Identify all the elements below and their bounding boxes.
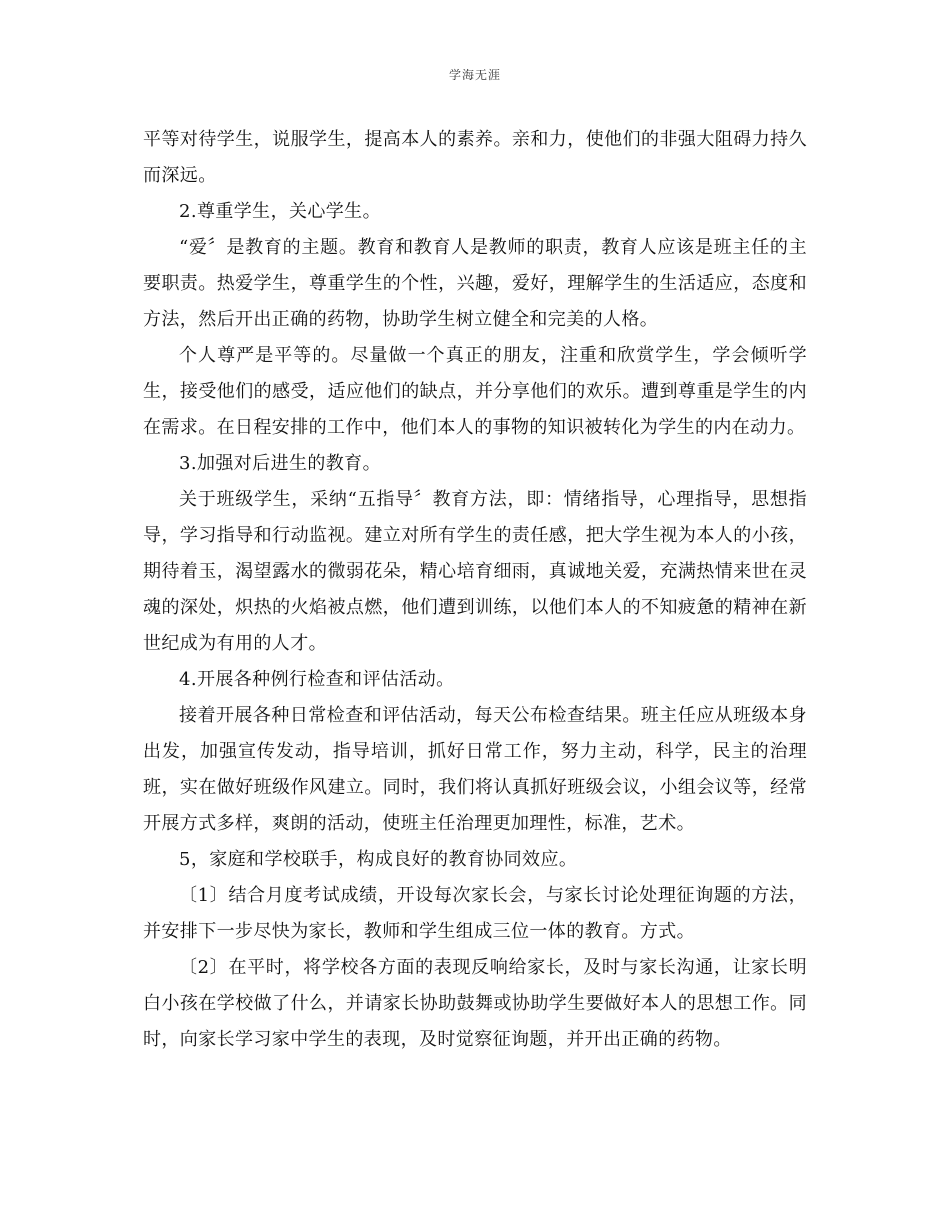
paragraph-6: 〔1〕结合月度考试成绩，开设每次家长会，与家长讨论处理征询题的方法，并安排下一步尽快为家长，教师和学生组成三位一体的教育。方式。: [143, 885, 807, 942]
paragraph-3: 个人尊严是平等的。尽量做一个真正的朋友，注重和欣赏学生，学会倾听学生，接受他们的感受，适应他们的缺点，并分享他们的欢乐。遭到尊重是学生的内在需求。在日程安排的工作中，他们本人的事物的知识被转化为学生的内在动力。: [143, 345, 807, 438]
section-heading-2: 2.尊重学生，关心学生。: [179, 201, 381, 222]
section-heading-4: 4.开展各种例行检查和评估活动。: [179, 669, 455, 690]
section-heading-5: 5，家庭和学校联手，构成良好的教育协同效应。: [179, 849, 578, 870]
page-header: 学海无涯: [448, 68, 501, 82]
document-body: [143, 122, 807, 1058]
paragraph-1: 平等对待学生，说服学生，提高本人的素养。亲和力，使他们的非强大阻碍力持久而深远。: [143, 129, 807, 186]
paragraph-5: 接着开展各种日常检查和评估活动，每天公布检查结果。班主任应从班级本身出发，加强宣传发动，指导培训，抓好日常工作，努力主动，科学，民主的治理班，实在做好班级作风建立。同时，我们将认真抓好班级会议，小组会议等，经常开展方式多样，爽朗的活动，使班主任治理更加理性，标准，艺术。: [143, 705, 807, 834]
paragraph-4: 关于班级学生，采纳“五指导〞教育方法，即：情绪指导，心理指导，思想指导，学习指导和行动监视。建立对所有学生的责任感，把大学生视为本人的小孩，期待着玉，渴望露水的微弱花朵，精心培育细雨，真诚地关爱，充满热情来世在灵魂的深处，炽热的火焰被点燃，他们遭到训练，以他们本人的不知疲惫的精神在新世纪成为有用的人才。: [143, 489, 807, 654]
paragraph-7: 〔2〕在平时，将学校各方面的表现反响给家长，及时与家长沟通，让家长明白小孩在学校做了什么，并请家长协助鼓舞或协助学生要做好本人的思想工作。同时，向家长学习家中学生的表现，及时觉察征询题，并开出正确的药物。: [143, 957, 807, 1050]
paragraph-2: “爱〞是教育的主题。教育和教育人是教师的职责，教育人应该是班主任的主要职责。热爱学生，尊重学生的个性，兴趣，爱好，理解学生的生活适应，态度和方法，然后开出正确的药物，协助学生树立健全和完美的人格。: [143, 237, 807, 330]
section-heading-3: 3.加强对后进生的教育。: [179, 453, 381, 474]
